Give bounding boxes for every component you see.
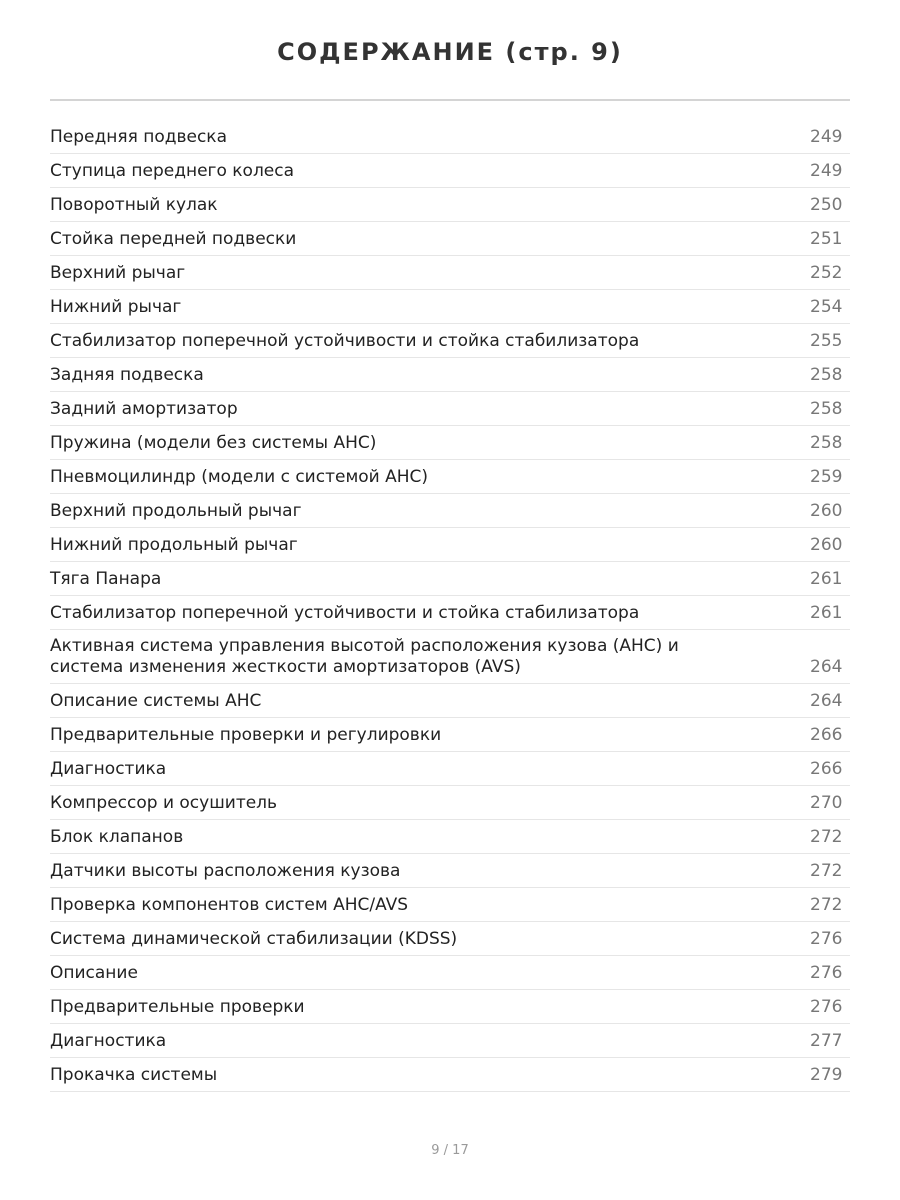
toc-item[interactable] [50, 1024, 850, 1058]
toc-item-page: 260 [810, 501, 843, 521]
toc-item[interactable] [50, 596, 850, 630]
toc-item[interactable] [50, 1058, 850, 1092]
toc-item-label: Стабилизатор поперечной устойчивости и стойка стабилизатора [50, 603, 640, 623]
toc-item[interactable] [50, 290, 850, 324]
page-indicator: 9 / 17 [431, 1143, 469, 1158]
toc-item-label: Пружина (модели без системы AHC) [50, 433, 377, 453]
toc-item-label: Нижний рычаг [50, 297, 182, 317]
toc-item-page: 272 [810, 827, 843, 847]
toc-item-page: 276 [810, 963, 843, 983]
toc-item-page: 279 [810, 1065, 843, 1085]
toc-item-page: 258 [810, 433, 843, 453]
toc-item-label: Верхний рычаг [50, 263, 186, 283]
toc-item-label: Ступица переднего колеса [50, 161, 295, 181]
toc-item-page: 249 [810, 127, 843, 147]
toc-item-page: 251 [810, 229, 843, 249]
toc-item[interactable] [50, 426, 850, 460]
toc-item-page: 255 [810, 331, 843, 351]
toc-item[interactable] [50, 888, 850, 922]
toc-item[interactable] [50, 562, 850, 596]
toc-item-page: 250 [810, 195, 843, 215]
toc-item[interactable] [50, 256, 850, 290]
toc-item-label: Задняя подвеска [50, 365, 204, 385]
toc-item-page: 266 [810, 759, 843, 779]
toc-item-page: 270 [810, 793, 843, 813]
toc-item[interactable] [50, 820, 850, 854]
toc-item[interactable] [50, 990, 850, 1024]
toc-item[interactable] [50, 922, 850, 956]
toc-item-page: 266 [810, 725, 843, 745]
toc-item-label: Предварительные проверки [50, 997, 305, 1017]
toc-item[interactable] [50, 854, 850, 888]
toc-item-label: Описание [50, 963, 138, 983]
toc-item[interactable] [50, 154, 850, 188]
toc-item[interactable] [50, 324, 850, 358]
toc-item-label: Пневмоцилиндр (модели с системой AHC) [50, 467, 429, 487]
toc-item-page: 260 [810, 535, 843, 555]
toc-item-page: 272 [810, 895, 843, 915]
toc-item-label: Описание системы AHC [50, 691, 262, 711]
toc-item-label: Проверка компонентов систем AHC/AVS [50, 895, 409, 915]
toc-item-label: Задний амортизатор [50, 399, 238, 419]
toc-item-page: 276 [810, 929, 843, 949]
toc-item[interactable] [50, 956, 850, 990]
toc-item[interactable] [50, 630, 850, 684]
toc-item-label: Датчики высоты расположения кузова [50, 861, 401, 881]
toc-item[interactable] [50, 392, 850, 426]
toc-item[interactable] [50, 528, 850, 562]
toc-item[interactable] [50, 120, 850, 154]
toc-item-page: 258 [810, 365, 843, 385]
toc-item-label: Предварительные проверки и регулировки [50, 725, 442, 745]
toc-item-page: 258 [810, 399, 843, 419]
toc-item[interactable] [50, 188, 850, 222]
toc-item-page: 259 [810, 467, 843, 487]
toc-list [50, 120, 850, 1092]
toc-item-page: 272 [810, 861, 843, 881]
toc-item[interactable] [50, 222, 850, 256]
toc-item-label: Нижний продольный рычаг [50, 535, 298, 555]
toc-item[interactable] [50, 718, 850, 752]
toc-item-page: 277 [810, 1031, 843, 1051]
toc-item-page: 276 [810, 997, 843, 1017]
toc-item-label: Передняя подвеска [50, 127, 227, 147]
toc-item-label: Блок клапанов [50, 827, 184, 847]
toc-item-page: 261 [810, 569, 843, 589]
toc-item-label: Компрессор и осушитель [50, 793, 278, 813]
toc-item-page: 254 [810, 297, 843, 317]
toc-item-label: Стабилизатор поперечной устойчивости и стойка стабилизатора [50, 331, 640, 351]
toc-item-label: Стойка передней подвески [50, 229, 297, 249]
page-title: СОДЕРЖАНИЕ (стр. 9) [277, 38, 623, 66]
toc-item-label: Диагностика [50, 759, 167, 779]
toc-item-page: 264 [810, 657, 843, 677]
toc-item[interactable] [50, 786, 850, 820]
toc-item[interactable] [50, 494, 850, 528]
toc-item-page: 264 [810, 691, 843, 711]
toc-item-label: Поворотный кулак [50, 195, 218, 215]
toc-item-label: Тяга Панара [50, 569, 162, 589]
toc-item-label: Прокачка системы [50, 1065, 218, 1085]
toc-item[interactable] [50, 460, 850, 494]
toc-item[interactable] [50, 684, 850, 718]
toc-item-label: Система динамической стабилизации (KDSS) [50, 929, 458, 949]
toc-item-label: Диагностика [50, 1031, 167, 1051]
toc-item-page: 249 [810, 161, 843, 181]
toc-item-page: 252 [810, 263, 843, 283]
toc-item-page: 261 [810, 603, 843, 623]
toc-item[interactable] [50, 752, 850, 786]
toc-item[interactable] [50, 358, 850, 392]
toc-item-label: Верхний продольный рычаг [50, 501, 302, 521]
title-divider [50, 99, 850, 101]
toc-item-label: Активная система управления высотой расположения кузова (AHC) и система изменения жесткости амортизаторов (AVS) [50, 636, 679, 677]
